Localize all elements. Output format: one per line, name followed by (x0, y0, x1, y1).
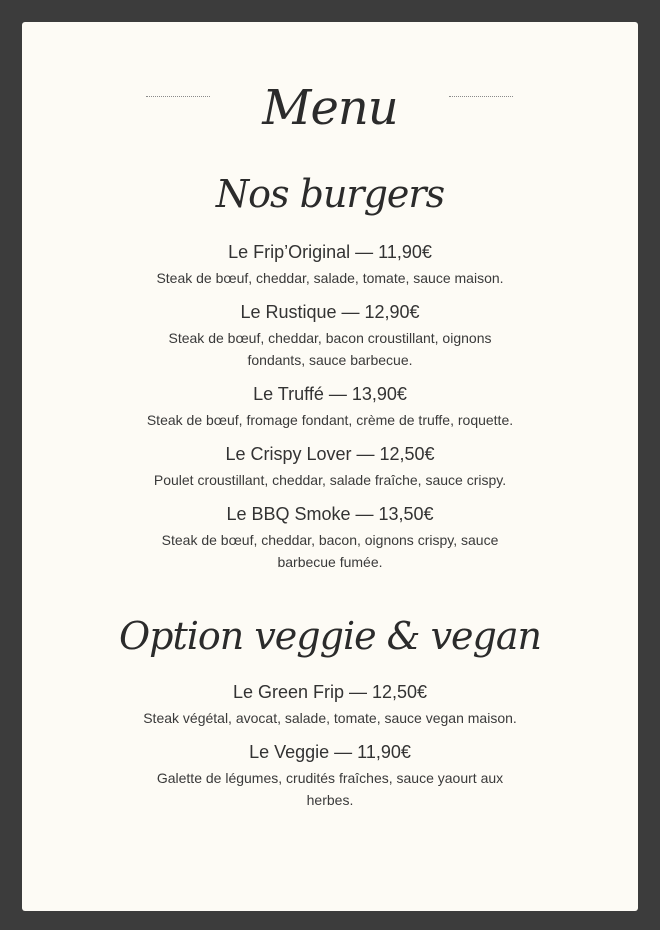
menu-card (22, 22, 638, 911)
item-description: Steak végétal, avocat, salade, tomate, sauce vegan maison. (143, 710, 517, 726)
item-description: Steak de bœuf, cheddar, bacon, oignons crispy, sauce barbecue fumée. (161, 532, 499, 570)
menu-item (22, 503, 638, 573)
menu-item (22, 301, 638, 371)
menu-item (22, 681, 638, 729)
title-divider-right (449, 96, 513, 97)
item-name: Le BBQ Smoke — 13,50€ (226, 504, 434, 524)
item-description: Steak de bœuf, cheddar, salade, tomate, sauce maison. (156, 270, 504, 286)
item-name: Le Frip’Original — 11,90€ (228, 242, 432, 262)
section-title-veggie: Option veggie & vegan (119, 614, 541, 658)
item-name: Le Green Frip — 12,50€ (232, 682, 428, 702)
item-description: Steak de bœuf, fromage fondant, crème de truffe, roquette. (146, 412, 514, 428)
item-description: Steak de bœuf, cheddar, bacon croustillant, oignons fondants, sauce barbecue. (168, 330, 492, 368)
item-description: Poulet croustillant, cheddar, salade fraîche, sauce crispy. (153, 472, 507, 488)
item-name: Le Veggie — 11,90€ (249, 742, 411, 762)
menu-item (22, 741, 638, 811)
item-name: Le Crispy Lover — 12,50€ (225, 444, 435, 464)
menu-item (22, 383, 638, 431)
item-name: Le Truffé — 13,90€ (253, 384, 407, 404)
menu-item (22, 241, 638, 289)
menu-title: Menu (262, 80, 398, 136)
menu-item (22, 443, 638, 491)
item-description: Galette de légumes, crudités fraîches, sauce yaourt aux herbes. (156, 770, 504, 808)
item-name: Le Rustique — 12,90€ (240, 302, 420, 322)
section-title-burgers: Nos burgers (215, 172, 445, 216)
